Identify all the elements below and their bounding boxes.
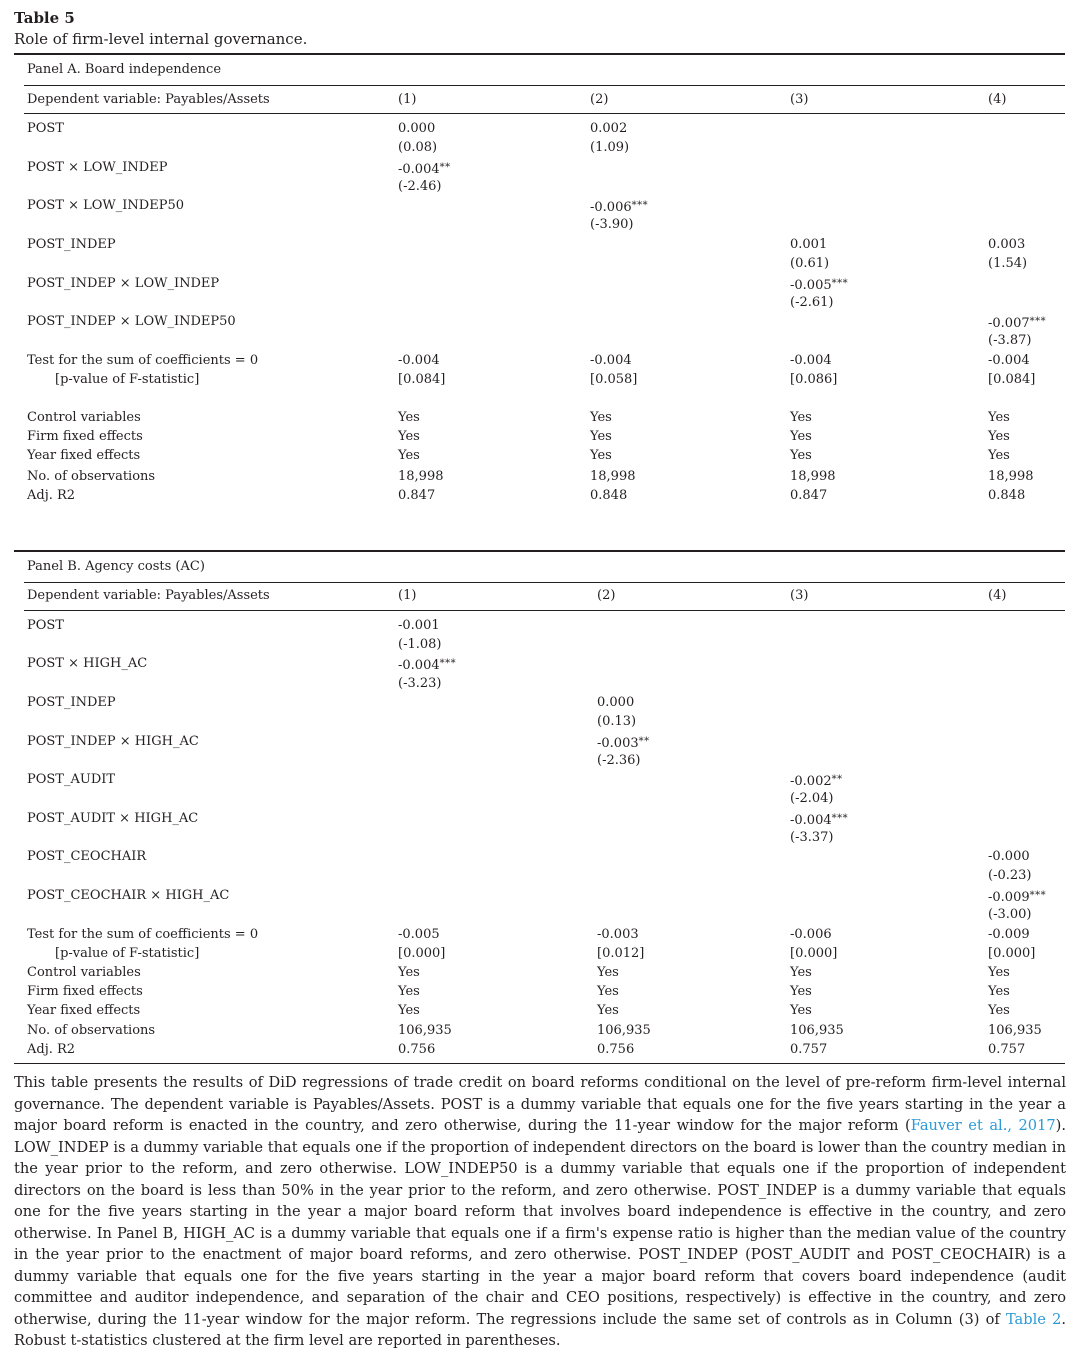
cell: 106,935 [597, 1023, 651, 1038]
row-label: POST_INDEP × HIGH_AC [27, 734, 199, 749]
cell: Yes [597, 984, 619, 999]
cell: (-3.90) [590, 217, 634, 232]
cell: (0.13) [597, 714, 637, 729]
cell: 0.847 [790, 488, 828, 503]
cell: (-2.46) [398, 179, 442, 194]
cell: 0.847 [398, 488, 436, 503]
cell: -0.004 [590, 353, 632, 368]
cell: 0.000 [398, 121, 436, 136]
cell: -0.004 [988, 353, 1030, 368]
panel-a-col-1: (1) [398, 92, 417, 107]
cell: -0.004 [790, 353, 832, 368]
cell: -0.009*** [988, 890, 1047, 905]
cell: 0.756 [398, 1042, 436, 1057]
cell: [0.012] [597, 946, 645, 961]
row-label: Control variables [27, 410, 141, 425]
cell: Yes [398, 984, 420, 999]
panel-a-dep-label: Dependent variable: Payables/Assets [27, 92, 270, 107]
cell: [0.058] [590, 372, 638, 387]
cell: 0.002 [590, 121, 628, 136]
cell: (-0.23) [988, 868, 1032, 883]
cell: (0.08) [398, 140, 438, 155]
panel-b-col-4: (4) [988, 588, 1007, 603]
cell: Yes [988, 429, 1010, 444]
cell: -0.004** [398, 162, 451, 177]
cell: (-3.23) [398, 676, 442, 691]
cell: 0.003 [988, 237, 1026, 252]
row-label: POST_INDEP × LOW_INDEP50 [27, 314, 236, 329]
panel-b-dep-label: Dependent variable: Payables/Assets [27, 588, 270, 603]
cell: 106,935 [790, 1023, 844, 1038]
cell: 18,998 [590, 469, 636, 484]
row-label: Adj. R2 [27, 1042, 76, 1057]
row-label: Firm fixed effects [27, 984, 143, 999]
panel-a-col-2: (2) [590, 92, 609, 107]
cell: 18,998 [790, 469, 836, 484]
cell: Yes [597, 965, 619, 980]
row-label: No. of observations [27, 469, 156, 484]
panel-a-col-3: (3) [790, 92, 809, 107]
cell: 18,998 [988, 469, 1034, 484]
cell: Yes [988, 965, 1010, 980]
table-link[interactable]: Table 2 [1005, 1310, 1062, 1328]
cell: -0.006*** [590, 200, 649, 215]
panel-a-col-4: (4) [988, 92, 1007, 107]
row-label: [p-value of F-statistic] [55, 946, 200, 961]
panel-a-title: Panel A. Board independence [27, 62, 222, 77]
row-label: POST [27, 618, 64, 633]
row-label: POST_INDEP × LOW_INDEP [27, 276, 220, 291]
cell: Yes [988, 984, 1010, 999]
cell: 18,998 [398, 469, 444, 484]
cell: Yes [790, 410, 812, 425]
cell: -0.001 [398, 618, 440, 633]
cell: 106,935 [988, 1023, 1042, 1038]
cell: Yes [988, 410, 1010, 425]
cell: [0.084] [398, 372, 446, 387]
cell: Yes [988, 1003, 1010, 1018]
panel-b-col-2: (2) [597, 588, 616, 603]
row-label: Test for the sum of coefficients = 0 [27, 927, 259, 942]
cell: 0.848 [988, 488, 1026, 503]
cell: Yes [398, 448, 420, 463]
cell: (-3.87) [988, 333, 1032, 348]
cell: [0.086] [790, 372, 838, 387]
cell: 0.756 [597, 1042, 635, 1057]
panel-b-col-1: (1) [398, 588, 417, 603]
cell: 0.757 [790, 1042, 828, 1057]
cell: (0.61) [790, 256, 830, 271]
row-label: [p-value of F-statistic] [55, 372, 200, 387]
cell: [0.084] [988, 372, 1036, 387]
cell: Yes [590, 429, 612, 444]
table-number: Table 5 [14, 9, 75, 27]
row-label: POST × LOW_INDEP [27, 160, 168, 175]
cell: Yes [590, 448, 612, 463]
cell: Yes [597, 1003, 619, 1018]
rule-a-1 [24, 85, 1065, 86]
cell: Yes [398, 429, 420, 444]
cell: (-3.37) [790, 830, 834, 845]
panel-b-col-3: (3) [790, 588, 809, 603]
row-label: POST_INDEP [27, 695, 116, 710]
cell: Yes [790, 984, 812, 999]
table-footnote: This table presents the results of DiD regressions of trade credit on board reforms conditional on the level of pre-reform firm-level internal governance. The dependent variable is Payables/Assets. POST is a dummy variable that equals one for the five years starting in the year a major board reform is enacted in the country, and zero otherwise, during the 11-year window for the major reform (Fauver et al., 2017). LOW_INDEP is a dummy variable that equals one if the proportion of independent directors on the board is lower than the country median in the year prior to the reform, and zero otherwise. LOW_INDEP50 is a dummy variable that equals one if the proportion of independent directors on the board is less than 50% in the year prior to the reform, and zero otherwise. POST_INDEP is a dummy variable that equals one for the five years starting in the year a major board reform that involves board independence is effective in the country, and zero otherwise. In Panel B, HIGH_AC is a dummy variable that equals one if a firm's expense ratio is higher than the median value of the country in the year prior to the enactment of major board reforms, and zero otherwise. POST_INDEP (POST_AUDIT and POST_CEOCHAIR) is a dummy variable that equals one for the five years starting in the year a major board reform that covers board independence (audit committee and auditor independence, and separation of the chair and CEO positions, respectively) is effective in the country, and zero otherwise, during the 11-year window for the major reform. The regressions include the same set of controls as in Column (3) of Table 2. Robust t-statistics clustered at the firm level are reported in parentheses. [14, 1074, 1067, 1349]
cell: (1.09) [590, 140, 630, 155]
cell: 0.848 [590, 488, 628, 503]
row-label: POST_AUDIT × HIGH_AC [27, 811, 199, 826]
reference-link[interactable]: Fauver et al., 2017 [910, 1117, 1056, 1134]
cell: [0.000] [398, 946, 446, 961]
row-label: Control variables [27, 965, 141, 980]
cell: Yes [398, 410, 420, 425]
rule-b-top [14, 550, 1065, 552]
row-label: POST [27, 121, 64, 136]
cell: (-2.04) [790, 791, 834, 806]
cell: (-1.08) [398, 637, 442, 652]
cell: -0.004*** [790, 813, 849, 828]
row-label: POST_CEOCHAIR [27, 849, 147, 864]
cell: Yes [398, 1003, 420, 1018]
rule-b-1 [24, 582, 1065, 583]
cell: 0.000 [597, 695, 635, 710]
rule-b-2 [24, 610, 1065, 611]
cell: -0.000 [988, 849, 1030, 864]
cell: 106,935 [398, 1023, 452, 1038]
rule-top [14, 53, 1065, 55]
cell: [0.000] [988, 946, 1036, 961]
cell: Yes [790, 429, 812, 444]
cell: -0.003** [597, 736, 650, 751]
cell: Yes [398, 965, 420, 980]
cell: -0.003 [597, 927, 639, 942]
rule-a-2 [24, 113, 1065, 114]
row-label: No. of observations [27, 1023, 156, 1038]
cell: [0.000] [790, 946, 838, 961]
row-label: Adj. R2 [27, 488, 76, 503]
row-label: POST_CEOCHAIR × HIGH_AC [27, 888, 230, 903]
cell: -0.006 [790, 927, 832, 942]
cell: -0.002** [790, 774, 843, 789]
cell: -0.005*** [790, 278, 849, 293]
row-label: POST_AUDIT [27, 772, 116, 787]
row-label: POST × LOW_INDEP50 [27, 198, 185, 213]
cell: -0.004 [398, 353, 440, 368]
cell: Yes [988, 448, 1010, 463]
cell: Yes [790, 448, 812, 463]
cell: (-3.00) [988, 907, 1032, 922]
row-label: Year fixed effects [27, 448, 141, 463]
row-label: Year fixed effects [27, 1003, 141, 1018]
cell: -0.004*** [398, 658, 457, 673]
cell: Yes [590, 410, 612, 425]
cell: -0.007*** [988, 316, 1047, 331]
table-caption: Role of firm-level internal governance. [14, 30, 308, 48]
cell: 0.001 [790, 237, 828, 252]
cell: Yes [790, 1003, 812, 1018]
cell: -0.005 [398, 927, 440, 942]
panel-b-title: Panel B. Agency costs (AC) [27, 559, 205, 574]
cell: (-2.61) [790, 295, 834, 310]
cell: (1.54) [988, 256, 1028, 271]
cell: -0.009 [988, 927, 1030, 942]
rule-bottom [14, 1063, 1065, 1064]
row-label: POST_INDEP [27, 237, 116, 252]
cell: (-2.36) [597, 753, 641, 768]
row-label: POST × HIGH_AC [27, 656, 148, 671]
row-label: Firm fixed effects [27, 429, 143, 444]
cell: Yes [790, 965, 812, 980]
cell: 0.757 [988, 1042, 1026, 1057]
row-label: Test for the sum of coefficients = 0 [27, 353, 259, 368]
